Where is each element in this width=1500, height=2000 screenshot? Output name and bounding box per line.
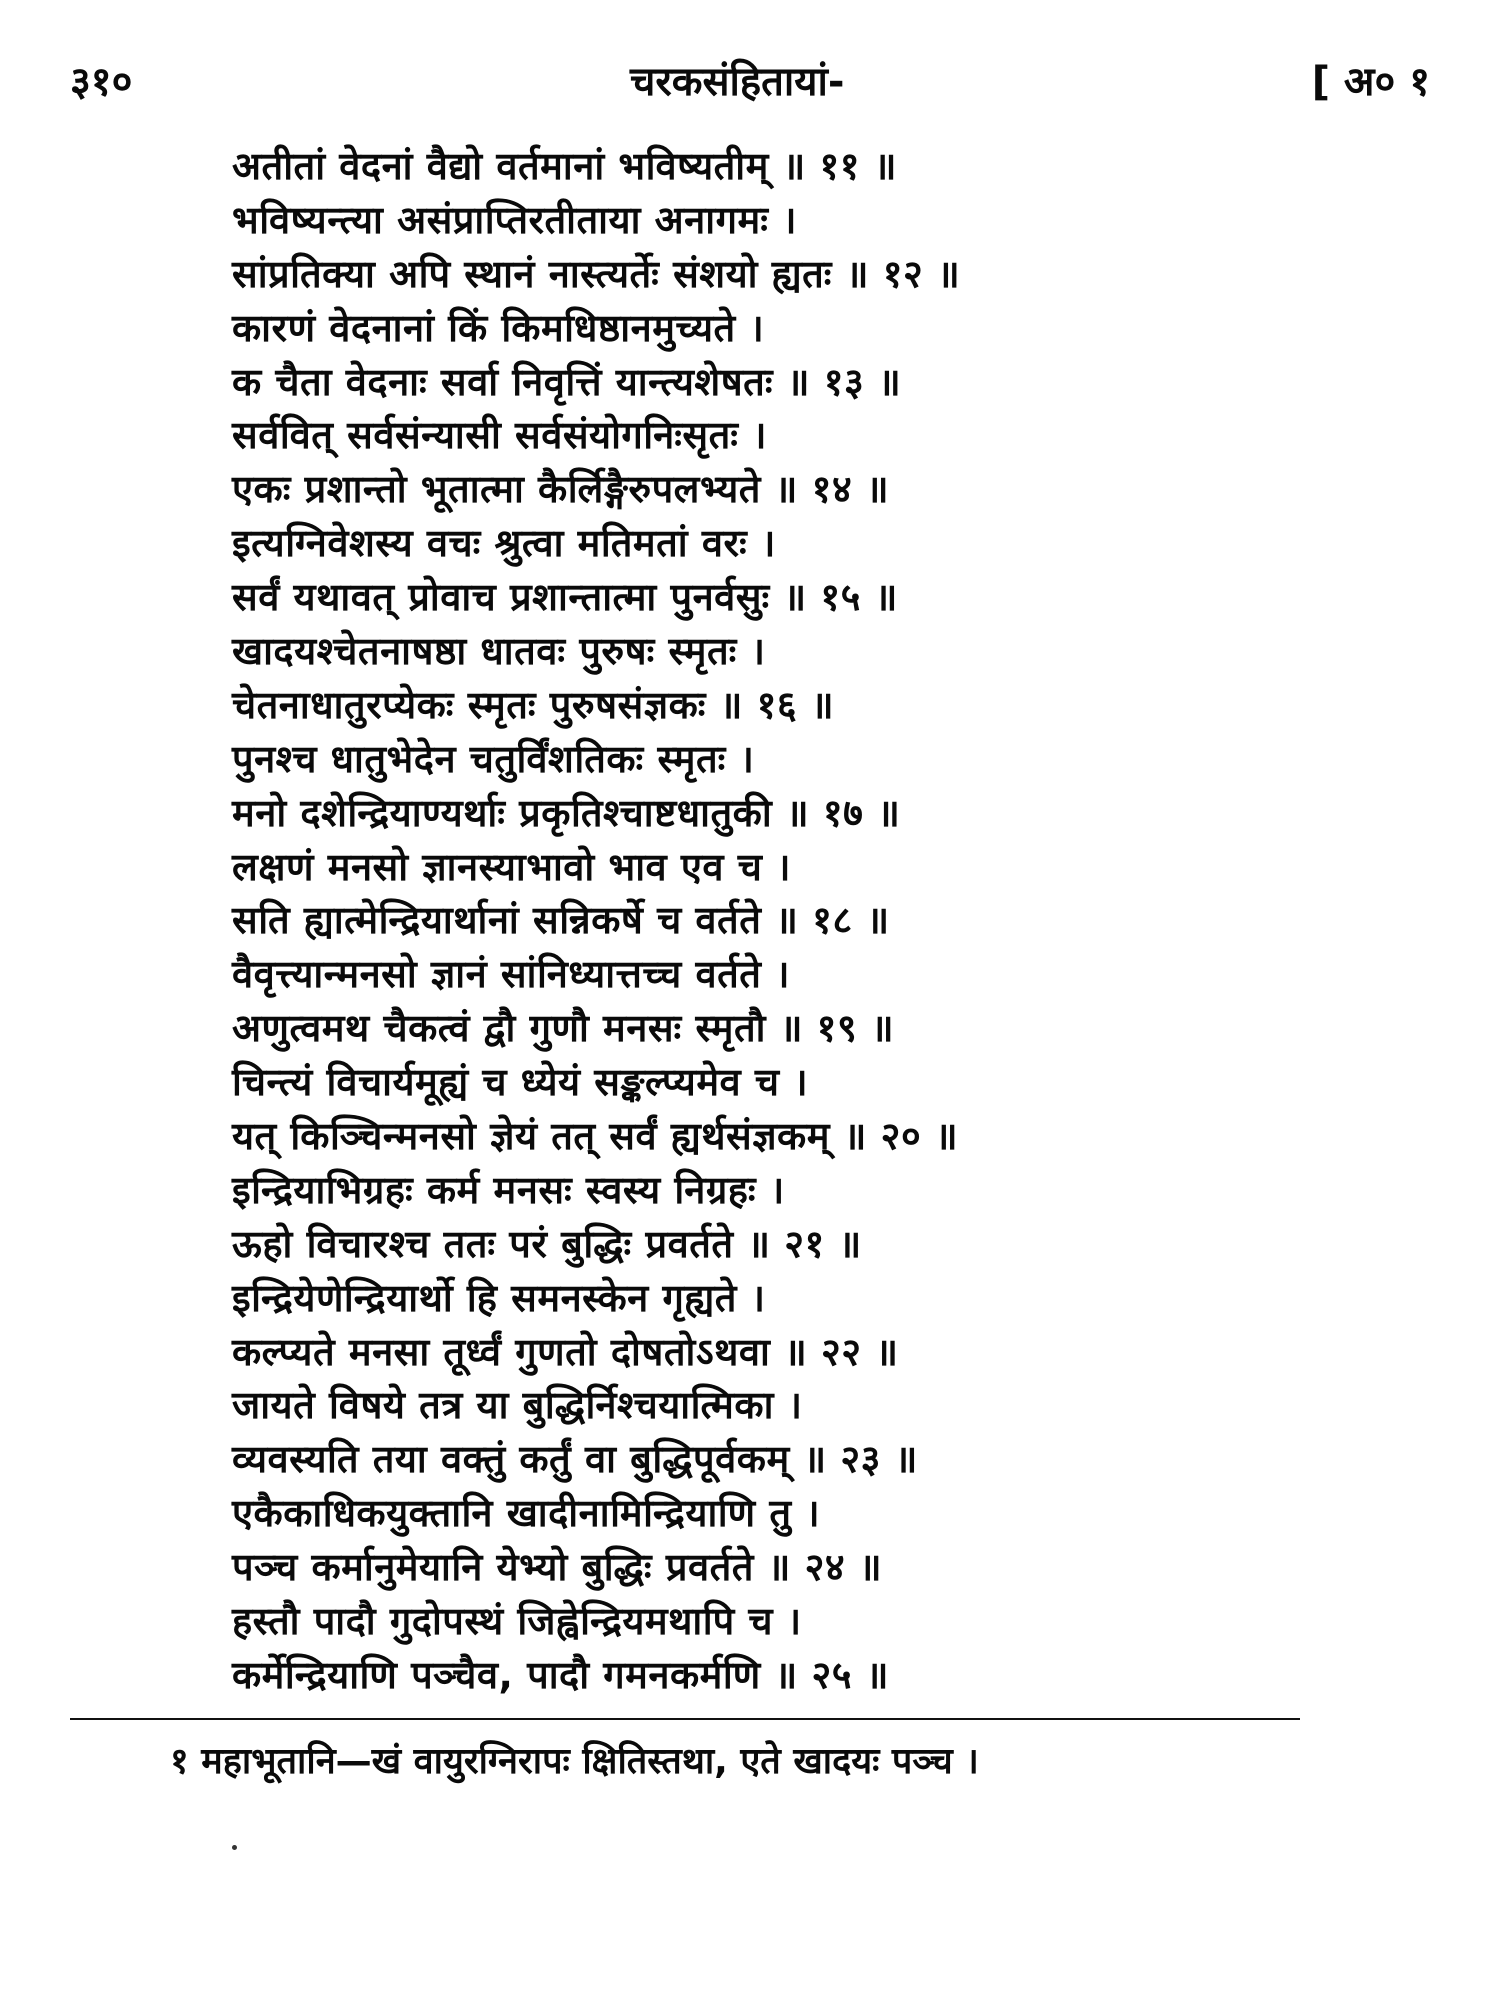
verse-line: व्यवस्यति तया वक्तुं कर्तुं वा बुद्धिपूर्वकम् ॥ २३ ॥ (232, 1437, 918, 1482)
verse-line: अतीतां वेदनां वैद्यो वर्तमानां भविष्यतीम् ॥ ११ ॥ (232, 144, 898, 188)
verse-line: हस्तौ पादौ गुदोपस्थं जिह्वेन्द्रियमथापि च । (232, 1599, 802, 1644)
verse-line: इत्यग्निवेशस्य वचः श्रुत्वा मतिमतां वरः । (232, 521, 776, 566)
page-header (70, 52, 1430, 112)
verse-line: यत् किञ्चिन्मनसो ज्ञेयं तत् सर्वं ह्यर्थसंज्ञकम् ॥ २० ॥ (232, 1114, 959, 1159)
footnote: १ महाभूतानि—खं वायुरग्निरापः क्षितिस्तथा, एते खादयः पञ्च । (170, 1741, 979, 1782)
verse-line: अणुत्वमथ चैकत्वं द्वौ गुणौ मनसः स्मृतौ ॥ १९ ॥ (232, 1006, 895, 1051)
print-speck (232, 1845, 237, 1850)
verse-line: जायते विषये तत्र या बुद्धिर्निश्चयात्मिका । (232, 1383, 803, 1428)
running-title: चरकसंहितायां- (630, 59, 845, 105)
verse-line: ऊहो विचारश्च ततः परं बुद्धिः प्रवर्तते ॥ २१ ॥ (232, 1221, 862, 1266)
verse-line: वैवृत्त्यान्मनसो ज्ञानं सांनिध्यात्तच्च वर्तते । (232, 952, 791, 997)
footnote-divider (70, 1718, 1300, 1720)
verse-line: लक्षणं मनसो ज्ञानस्याभावो भाव एव च । (232, 844, 792, 889)
page-number: ३१० (70, 59, 133, 105)
chapter-reference: [ अ० १ (1311, 59, 1430, 105)
verse-line: सर्वं यथावत् प्रोवाच प्रशान्तात्मा पुनर्वसुः ॥ १५ ॥ (232, 575, 898, 620)
verse-line: खादयश्चेतनाषष्ठा धातवः पुरुषः स्मृतः । (232, 629, 766, 674)
verse-line: मनो दशेन्द्रियाण्यर्थाः प्रकृतिश्चाष्टधातुकी ॥ १७ ॥ (232, 790, 901, 835)
verse-block (232, 140, 1382, 1703)
verse-line: सति ह्यात्मेन्द्रियार्थानां सन्निकर्षे च वर्तते ॥ १८ ॥ (232, 898, 890, 943)
verse-line: एकः प्रशान्तो भूतात्मा कैर्लिङ्गैरुपलभ्यते ॥ १४ ॥ (232, 467, 890, 512)
verse-line: पञ्च कर्मानुमेयानि येभ्यो बुद्धिः प्रवर्तते ॥ २४ ॥ (232, 1545, 883, 1590)
verse-line: एकैकाधिकयुक्तानि खादीनामिन्द्रियाणि तु । (232, 1491, 821, 1536)
verse-line: कर्मेन्द्रियाणि पञ्चैव, पादौ गमनकर्मणि ॥ २५ ॥ (232, 1652, 889, 1697)
verse-line: पुनश्च धातुभेदेन चतुर्विंशतिकः स्मृतः । (232, 736, 755, 781)
verse-line: चेतनाधातुरप्येकः स्मृतः पुरुषसंज्ञकः ॥ १६ ॥ (232, 682, 835, 727)
verse-line: इन्द्रियेणेन्द्रियार्थो हि समनस्केन गृह्यते । (232, 1275, 766, 1320)
verse-line: क चैता वेदनाः सर्वा निवृत्तिं यान्त्यशेषतः ॥ १३ ॥ (232, 359, 902, 404)
verse-line: कारणं वेदनानां किं किमधिष्ठानमुच्यते । (232, 305, 765, 350)
verse-line: सांप्रतिक्या अपि स्थानं नास्त्यर्तेः संशयो ह्यतः ॥ १२ ॥ (232, 251, 961, 296)
verse-line: इन्द्रियाभिग्रहः कर्म मनसः स्वस्य निग्रहः । (232, 1167, 785, 1212)
verse-line: सर्ववित् सर्वसंन्यासी सर्वसंयोगनिःसृतः । (232, 413, 768, 458)
verse-line: कल्प्यते मनसा तूर्ध्वं गुणतो दोषतोऽथवा ॥ २२ ॥ (232, 1329, 899, 1374)
verse-line: चिन्त्यं विचार्यमूह्यं च ध्येयं सङ्कल्प्यमेव च । (232, 1060, 809, 1105)
verse-line: भविष्यन्त्या असंप्राप्तिरतीताया अनागमः । (232, 197, 798, 242)
